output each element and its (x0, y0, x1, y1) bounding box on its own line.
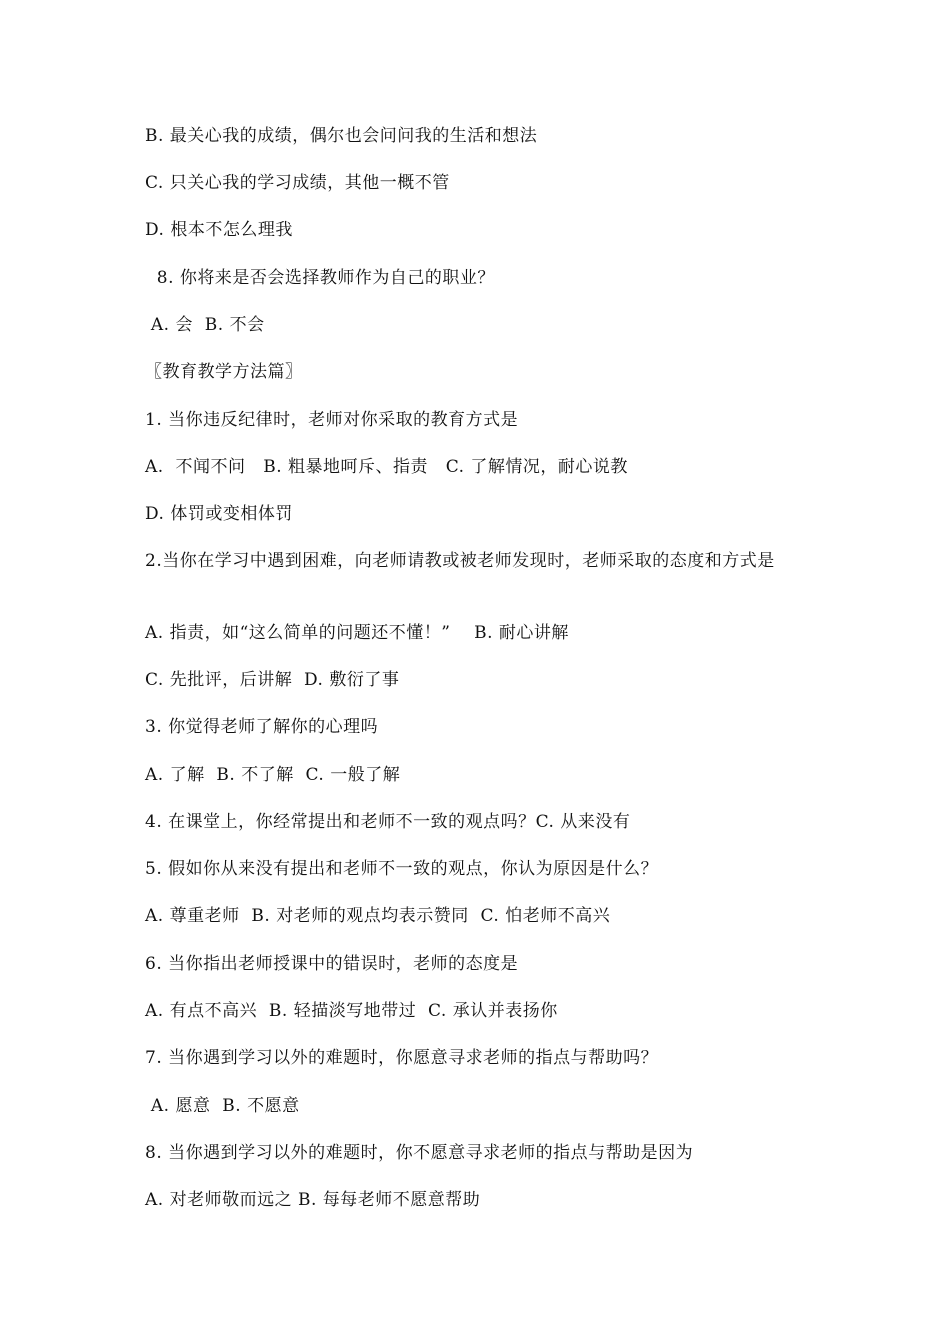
question-8: 8. 当你遇到学习以外的难题时，你不愿意寻求老师的指点与帮助是因为 (145, 1143, 694, 1163)
question-6: 6. 当你指出老师授课中的错误时，老师的态度是 (145, 954, 519, 974)
options-q2-ab: A. 指责，如“这么简单的问题还不懂！” B. 耐心讲解 (145, 623, 569, 643)
question-1: 1. 当你违反纪律时，老师对你采取的教育方式是 (145, 410, 519, 430)
option-b-line: B. 最关心我的成绩，偶尔也会问问我的生活和想法 (145, 126, 538, 146)
options-q8-career: A. 会 B. 不会 (145, 315, 265, 335)
question-7: 7. 当你遇到学习以外的难题时，你愿意寻求老师的指点与帮助吗？ (145, 1048, 659, 1068)
options-q7: A. 愿意 B. 不愿意 (145, 1096, 300, 1116)
options-q2-cd: C. 先批评，后讲解 D. 敷衍了事 (145, 670, 400, 690)
option-c-line: C. 只关心我的学习成绩，其他一概不管 (145, 173, 450, 193)
options-q1-abc: A. 不闻不问 B. 粗暴地呵斥、指责 C. 了解情况，耐心说教 (145, 457, 628, 477)
options-q5: A. 尊重老师 B. 对老师的观点均表示赞同 C. 怕老师不高兴 (145, 906, 611, 926)
question-2: 2.当你在学习中遇到困难，向老师请教或被老师发现时，老师采取的态度和方式是 (145, 551, 775, 571)
question-4: 4. 在课堂上，你经常提出和老师不一致的观点吗？C. 从来没有 (145, 812, 631, 832)
options-q1-d: D. 体罚或变相体罚 (145, 504, 293, 524)
section-heading: 〖教育教学方法篇〗 (145, 362, 303, 382)
question-5: 5. 假如你从来没有提出和老师不一致的观点，你认为原因是什么？ (145, 859, 659, 879)
options-q8: A. 对老师敬而远之 B. 每每老师不愿意帮助 (145, 1190, 481, 1210)
question-3: 3. 你觉得老师了解你的心理吗 (145, 717, 379, 737)
question-8-career: 8. 你将来是否会选择教师作为自己的职业？ (145, 268, 495, 288)
options-q3: A. 了解 B. 不了解 C. 一般了解 (145, 765, 401, 785)
option-d-line: D. 根本不怎么理我 (145, 220, 293, 240)
options-q6: A. 有点不高兴 B. 轻描淡写地带过 C. 承认并表扬你 (145, 1001, 558, 1021)
